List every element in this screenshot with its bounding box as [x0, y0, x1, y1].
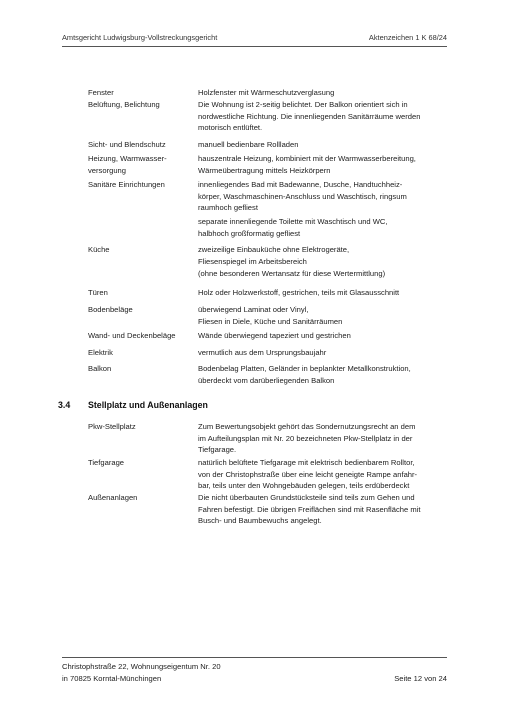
- row-value-line: Holz oder Holzwerkstoff, gestrichen, teils mit Glasausschnitt: [198, 288, 400, 297]
- row-label-line: Wand- und Deckenbeläge: [88, 331, 176, 340]
- row-value: [198, 216, 453, 239]
- row-label: [88, 153, 192, 176]
- footer-divider: [62, 657, 447, 658]
- row-value-line: vermutlich aus dem Ursprungsbaujahr: [198, 348, 327, 357]
- row-value-line: Holzfenster mit Wärmeschutzverglasung: [198, 88, 335, 97]
- row-value-line: Bodenbelag Platten, Geländer in beplankter Metallkonstruktion,: [198, 364, 411, 373]
- row-value-line: Wände überwiegend tapeziert und gestrichen: [198, 331, 351, 340]
- row-label-line: Fenster: [88, 88, 114, 97]
- row-value-line: Fliesenspiegel im Arbeitsbereich: [198, 256, 307, 266]
- row-value: [198, 244, 453, 267]
- row-label-line: Belüftung, Belichtung: [88, 100, 160, 109]
- row-value: [198, 457, 453, 492]
- row-value: [198, 179, 453, 214]
- page-header: [62, 33, 447, 42]
- row-label-line: Sanitäre Einrichtungen: [88, 180, 165, 189]
- row-value-line: Fliesen in Diele, Küche und Sanitärräumen: [198, 316, 343, 326]
- row-value-line: Die nicht überbauten Grundstücksteile sind teils zum Gehen und: [198, 493, 415, 502]
- row-value-line: raumhoch gefliest: [198, 203, 258, 212]
- row-value: [198, 304, 453, 327]
- row-label-line: Tiefgarage: [88, 458, 125, 467]
- row-label: [88, 99, 192, 111]
- row-value: [198, 87, 453, 99]
- row-value-line: Zum Bewertungsobjekt gehört das Sondernutzungsrecht an dem: [198, 422, 416, 431]
- row-value-line: (ohne besonderen Wertansatz für diese Wertermittlung): [198, 269, 386, 278]
- row-label-line: Küche: [88, 245, 110, 254]
- row-value: [198, 287, 453, 299]
- row-value: [198, 363, 453, 386]
- row-label: [88, 244, 192, 256]
- row-value-line: Die Wohnung ist 2-seitig belichtet. Der Balkon orientiert sich in: [198, 100, 408, 109]
- row-label-line: Sicht- und Blendschutz: [88, 140, 166, 149]
- row-value-line: körper, Waschmaschinen-Anschluss und Waschtisch, ringsum: [198, 191, 407, 201]
- row-value-line: bar, teils unter den Wohngebäuden gelegen, teils erdüberdeckt: [198, 481, 410, 490]
- row-label-line: Bodenbeläge: [88, 305, 133, 314]
- header-divider: [62, 46, 447, 47]
- row-value-line: halbhoch großformatig gefliest: [198, 228, 301, 238]
- row-value-line: nordwestliche Richtung. Die innenliegenden Sanitärräume werden: [198, 111, 421, 121]
- row-label: [88, 492, 192, 504]
- row-value: [198, 268, 453, 280]
- row-value: [198, 421, 453, 456]
- row-label: [88, 87, 192, 99]
- row-label: [88, 287, 192, 299]
- row-value: [198, 153, 453, 176]
- row-value-line: überwiegend Laminat oder Vinyl,: [198, 305, 309, 314]
- row-value-line: motorisch entlüftet.: [198, 123, 263, 132]
- row-label-line: Türen: [88, 288, 108, 297]
- row-value-line: Fahren befestigt. Die übrigen Freiflächen sind mit Rasenfläche mit: [198, 504, 421, 514]
- row-label: [88, 330, 192, 342]
- row-value: [198, 99, 453, 134]
- row-label-line: Elektrik: [88, 348, 113, 357]
- row-label-line: Balkon: [88, 364, 112, 373]
- row-label: [88, 179, 192, 191]
- row-value-line: Wärmeübertragung mittels Heizkörpern: [198, 165, 331, 175]
- property-address: [62, 661, 221, 684]
- row-value-line: überdeckt vom darüberliegenden Balkon: [198, 375, 335, 385]
- row-label-line: Außenanlagen: [88, 493, 138, 502]
- page-number: Seite 12 von 24: [394, 673, 447, 683]
- file-number: Aktenzeichen 1 K 68/24: [368, 33, 447, 42]
- row-label-line: Pkw-Stellplatz: [88, 422, 136, 431]
- row-value-line: zweizeilige Einbauküche ohne Elektrogeräte,: [198, 245, 350, 254]
- row-value-line: innenliegendes Bad mit Badewanne, Dusche, Handtuchheiz-: [198, 180, 403, 189]
- row-value: [198, 347, 453, 359]
- address-line-2: in 70825 Korntal-Münchingen: [62, 673, 162, 683]
- row-label: [88, 363, 192, 375]
- row-value-line: von der Christophstraße über eine leicht geneigte Rampe anfahr-: [198, 469, 418, 479]
- address-line-1: Christophstraße 22, Wohnungseigentum Nr. 20: [62, 662, 221, 671]
- row-value: [198, 330, 453, 342]
- court-name: Amtsgericht Ludwigsburg-Vollstreckungsgericht: [62, 33, 218, 42]
- row-value-line: Busch- und Baumbewuchs angelegt.: [198, 516, 322, 525]
- row-value-line: manuell bedienbare Rollladen: [198, 140, 299, 149]
- row-label: [88, 457, 192, 469]
- row-label: [88, 421, 192, 433]
- row-value: [198, 492, 453, 527]
- section-number: 3.4: [58, 400, 71, 410]
- row-label-line: Heizung, Warmwasser-: [88, 154, 167, 163]
- section-title: Stellplatz und Außenanlagen: [88, 400, 208, 410]
- row-label: [88, 304, 192, 316]
- row-label: [88, 347, 192, 359]
- row-label: [88, 139, 192, 151]
- row-label-line: versorgung: [88, 165, 126, 175]
- row-value-line: im Aufteilungsplan mit Nr. 20 bezeichneten Pkw-Stellplatz in der: [198, 433, 413, 443]
- row-value: [198, 139, 453, 151]
- row-value-line: natürlich belüftete Tiefgarage mit elektrisch bedienbarem Rolltor,: [198, 458, 415, 467]
- row-value-line: hauszentrale Heizung, kombiniert mit der Warmwasserbereitung,: [198, 154, 416, 163]
- row-value-line: Tiefgarage.: [198, 445, 237, 454]
- row-value-line: separate innenliegende Toilette mit Waschtisch und WC,: [198, 217, 388, 226]
